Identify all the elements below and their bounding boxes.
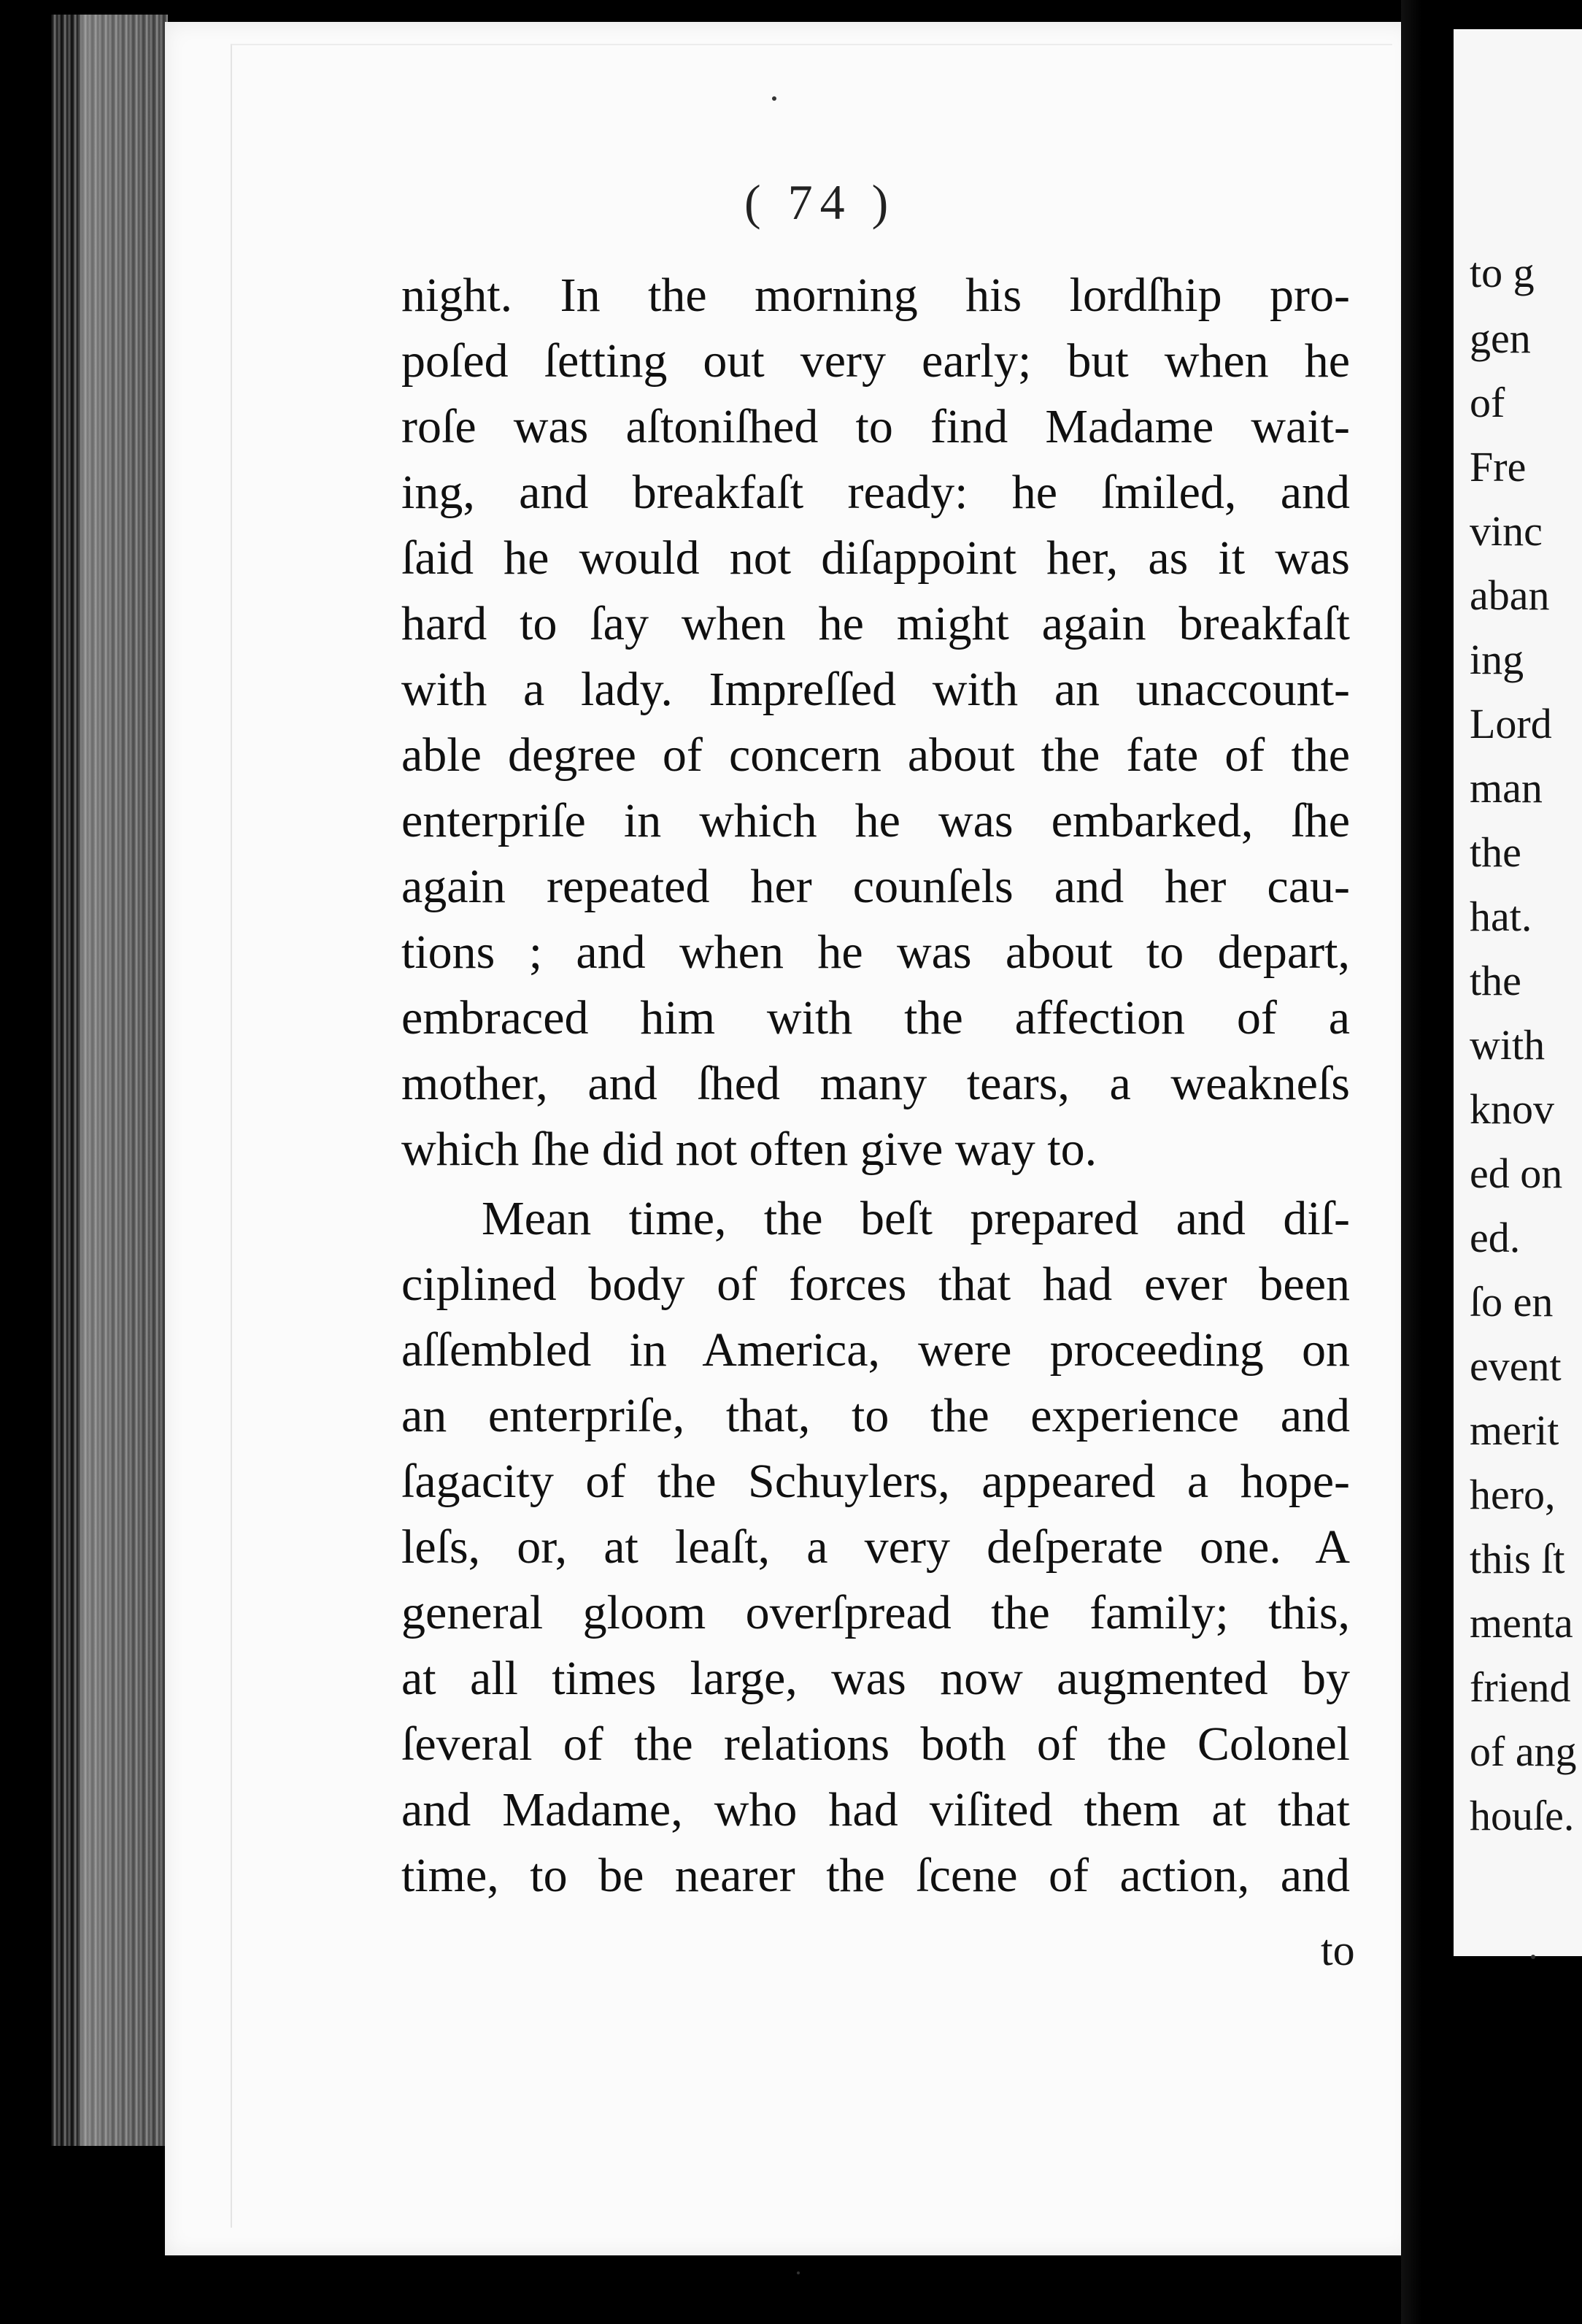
text-line: able degree of concern about the fate of the: [401, 728, 1350, 782]
text-line: which ſhe did not often give way to.: [401, 1123, 1097, 1176]
ink-speck: [797, 2271, 800, 2274]
facing-page-line: hero,: [1470, 1471, 1556, 1518]
ink-speck: [772, 96, 776, 101]
facing-page-line: ing: [1470, 636, 1524, 683]
facing-page-line: aban: [1470, 572, 1550, 619]
text-line: hard to ſay when he might again breakfaſt: [401, 597, 1350, 650]
facing-page-line: to g: [1470, 249, 1535, 296]
text-line: embraced him with the affection of a: [401, 991, 1350, 1044]
facing-page-line: knov: [1470, 1085, 1554, 1133]
facing-page-line: the: [1470, 828, 1521, 876]
facing-page-line: the: [1470, 957, 1521, 1004]
text-line: ſeveral of the relations both of the Colonel: [401, 1717, 1350, 1771]
facing-page-line: hat.: [1470, 893, 1532, 940]
catchword: to: [1321, 1926, 1355, 1974]
facing-page-line: ed on: [1470, 1150, 1563, 1197]
facing-page-line: houſe.: [1470, 1792, 1575, 1839]
text-line: ſagacity of the Schuylers, appeared a hope-: [401, 1455, 1350, 1508]
facing-page-line: menta: [1470, 1599, 1573, 1647]
text-line: night. In the morning his lordſhip pro-: [401, 269, 1350, 322]
text-line: time, to be nearer the ſcene of action, and: [401, 1849, 1350, 1902]
facing-page-line: Lord: [1470, 700, 1552, 747]
facing-page-line: merit: [1470, 1407, 1559, 1454]
text-line: tions ; and when he was about to depart,: [401, 926, 1350, 979]
facing-page-line: ed.: [1470, 1214, 1521, 1261]
book-gutter: [1401, 0, 1454, 2324]
book-page-edges: [51, 15, 168, 2146]
facing-page-line: of: [1470, 379, 1505, 426]
text-line: general gloom overſpread the family; this,: [401, 1586, 1350, 1639]
facing-page-fragment: [1454, 29, 1582, 1956]
facing-page-line: friend: [1470, 1663, 1571, 1711]
facing-page-line: ſo en: [1470, 1278, 1554, 1325]
text-line: and Madame, who had viſited them at that: [401, 1783, 1350, 1836]
facing-page-line: Fre: [1470, 443, 1527, 490]
text-line: ing, and breakfaſt ready: he ſmiled, and: [401, 466, 1350, 519]
facing-page-line: man: [1470, 764, 1543, 812]
facing-page-line: event: [1470, 1342, 1562, 1390]
facing-page-line: vinc: [1470, 507, 1543, 555]
text-line: again repeated her counſels and her cau-: [401, 860, 1350, 913]
page-number-header: ( 74 ): [744, 174, 896, 230]
text-line: poſed ſetting out very early; but when he: [401, 334, 1350, 388]
text-line: aſſembled in America, were proceeding on: [401, 1323, 1350, 1377]
text-line: an enterpriſe, that, to the experience and: [401, 1389, 1350, 1442]
text-line: ciplined body of forces that had ever been: [401, 1258, 1350, 1311]
text-line: mother, and ſhed many tears, a weakneſs: [401, 1057, 1350, 1110]
facing-page-line: with: [1470, 1021, 1546, 1069]
ink-speck: [1531, 1955, 1535, 1959]
facing-page-line: of ang: [1470, 1728, 1577, 1775]
text-line: ſaid he would not diſappoint her, as it was: [401, 531, 1350, 585]
facing-page-line: this ſt: [1470, 1535, 1565, 1582]
text-line: at all times large, was now augmented by: [401, 1652, 1350, 1705]
text-line: roſe was aſtoniſhed to find Madame wait-: [401, 400, 1350, 453]
facing-page-line: gen: [1470, 315, 1531, 362]
text-line: enterpriſe in which he was embarked, ſhe: [401, 794, 1350, 847]
text-line: leſs, or, at leaſt, a very deſperate one. A: [401, 1520, 1350, 1574]
text-line: Mean time, the beſt prepared and diſ-: [482, 1192, 1350, 1245]
text-line: with a lady. Impreſſed with an unaccount-: [401, 663, 1350, 716]
